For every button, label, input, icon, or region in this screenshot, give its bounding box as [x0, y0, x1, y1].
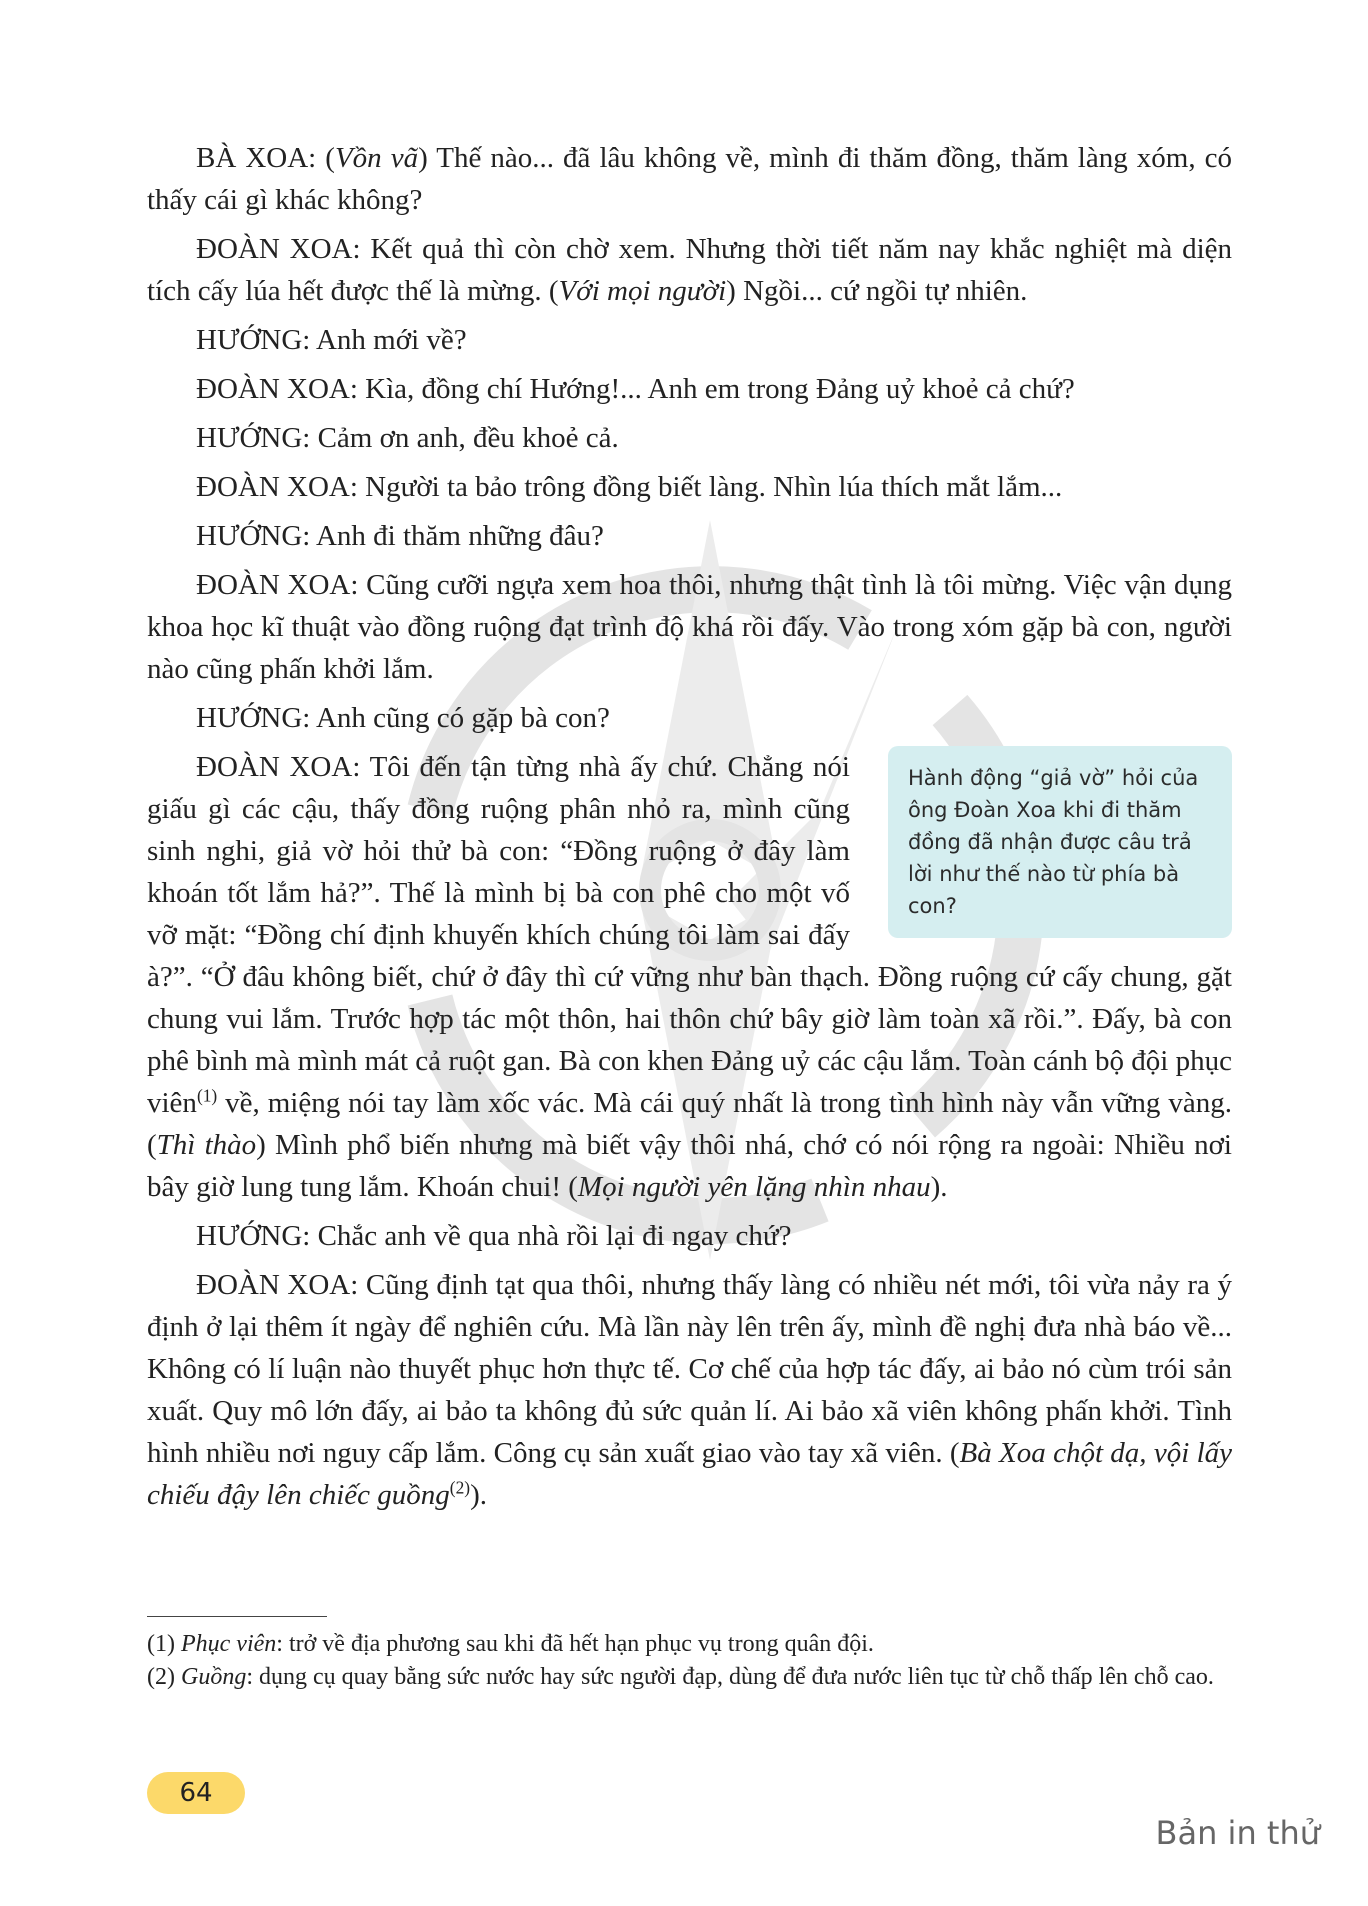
footnote-1 [147, 1628, 1232, 1661]
text-run: ). [930, 1171, 948, 1203]
text-run: : trở về địa phương sau khi đã hết hạn phục vụ trong quân đội. [276, 1631, 874, 1657]
text-run: HƯỚNG: Anh cũng có gặp bà con? [196, 702, 610, 734]
text-run: (2) [147, 1664, 181, 1690]
dialogue-paragraph-5 [147, 417, 1232, 459]
text-run: ) Ngồi... cứ ngồi tự nhiên. [726, 275, 1028, 307]
stage-direction: Bà Xoa chột dạ, vội lấy chiếu đậy lên chiếc guồng [147, 1437, 1232, 1511]
text-run: ĐOÀN XOA: Kìa, đồng chí Hướng!... Anh em trong Đảng uỷ khoẻ cả chứ? [196, 373, 1075, 405]
footnote-divider [147, 1616, 327, 1617]
text-run: ĐOÀN XOA: Cũng cưỡi ngựa xem hoa thôi, nhưng thật tình là tôi mừng. Việc vận dụng khoa học kĩ thuật vào đồng ruộng đạt trình độ khá rồi đấy. Vào trong xóm gặp bà con, người nào cũng phấn khởi lắm. [147, 569, 1232, 685]
stage-direction: Vồn vã [334, 142, 419, 174]
dialogue-paragraph-12 [147, 1264, 1232, 1516]
dialogue-paragraph-3 [147, 319, 1232, 361]
dialogue-paragraph-1 [147, 137, 1232, 221]
stage-direction: Với mọi người [558, 275, 727, 307]
stage-direction: Mọi người yên lặng nhìn nhau [577, 1171, 931, 1203]
text-run: ). [470, 1479, 487, 1511]
dialogue-paragraph-6 [147, 466, 1232, 508]
draft-label: Bản in thử [1155, 1814, 1320, 1852]
text-run: HƯỚNG: Anh đi thăm những đâu? [196, 520, 604, 552]
text-run: ĐOÀN XOA: Tôi đến tận từng nhà ấy chứ. Chẳng nói giấu gì các cậu, thấy đồng ruộng phân nhỏ ra, mình cũng sinh nghi, giả vờ hỏi thử bà con: “Đồng ruộng ở đây làm khoán tốt lắm hả?”. Thế là mình bị bà con phê cho một vố vỡ mặt: “Đồng chí định khuyến khích chúng tôi làm sai đấy à?”. “Ở đâu không biết, chứ ở đây thì cứ vững như bàn thạch. Đồng ruộng cứ cấy chung, gặt chung vui lắm. Trước hợp tác một thôn, hai thôn chứ bây giờ làm toàn xã rồi.”. Đấy, bà con phê bình mà mình mát cả ruột gan. Bà con khen Đảng uỷ các cậu lắm. Toàn cánh bộ đội phục viên [147, 751, 1232, 1119]
dialogue-paragraph-4 [147, 368, 1232, 410]
stage-direction: Thì thào [156, 1129, 257, 1161]
dialogue-paragraph-11 [147, 1215, 1232, 1257]
footnote-ref: (2) [449, 1477, 471, 1498]
text-run: (1) [147, 1631, 181, 1657]
text-run: ) Mình phổ biến nhưng mà biết vậy thôi nhá, chớ có nói rộng ra ngoài: Nhiều nơi bây giờ lung tung lắm. Khoán chui! ( [147, 1129, 1232, 1203]
text-run: về, miệng nói tay làm xốc vác. Mà cái quý nhất là trong tình hình này vẫn vững vàng. ( [147, 1087, 1232, 1161]
dialogue-paragraph-7 [147, 515, 1232, 557]
text-run: ĐOÀN XOA: Cũng định tạt qua thôi, nhưng thấy làng có nhiều nét mới, tôi vừa nảy ra ý định ở lại thêm ít ngày để nghiên cứu. Mà lần này lên trên ấy, mình đề nghị đưa nhà báo về... Không có lí luận nào thuyết phục hơn thực tế. Cơ chế của hợp tác đấy, ai bảo nó cùm trói sản xuất. Quy mô lớn đấy, ai bảo ta không đủ sức quản lí. Ai bảo xã viên không phấn khởi. Tình hình nhiều nơi nguy cấp lắm. Công cụ sản xuất giao vào tay xã viên. ( [147, 1269, 1232, 1469]
text-run: HƯỚNG: Anh mới về? [196, 324, 467, 356]
footnotes [147, 1628, 1232, 1694]
stage-direction: Guồng [180, 1664, 247, 1690]
text-run: ) Thế nào... đã lâu không về, mình đi thăm đồng, thăm làng xóm, có thấy cái gì khác không? [147, 142, 1232, 216]
text-run: ĐOÀN XOA: Kết quả thì còn chờ xem. Nhưng thời tiết năm nay khắc nghiệt mà diện tích cấy lúa hết được thế là mừng. ( [147, 233, 1232, 307]
text-run: HƯỚNG: Chắc anh về qua nhà rồi lại đi ngay chứ? [196, 1220, 792, 1252]
footnote-ref: (1) [196, 1085, 218, 1106]
footnote-2 [147, 1661, 1232, 1694]
dialogue-paragraph-2 [147, 228, 1232, 312]
dialogue-paragraph-8 [147, 564, 1232, 690]
dialogue-paragraph-9 [147, 697, 1232, 739]
text-run: : dụng cụ quay bằng sức nước hay sức người đạp, dùng để đưa nước liên tục từ chỗ thấp lên chỗ cao. [246, 1664, 1214, 1690]
text-run: HƯỚNG: Cảm ơn anh, đều khoẻ cả. [196, 422, 619, 454]
guiding-question-box: Hành động “giả vờ” hỏi của ông Đoàn Xoa khi đi thăm đồng đã nhận được câu trả lời như thế nào từ phía bà con? [888, 746, 1232, 938]
text-run: BÀ XOA: ( [196, 142, 335, 174]
dialogue-text [147, 137, 1232, 1523]
stage-direction: Phục viên [180, 1631, 277, 1657]
page-number: 64 [147, 1772, 245, 1814]
text-run: ĐOÀN XOA: Người ta bảo trông đồng biết làng. Nhìn lúa thích mắt lắm... [196, 471, 1063, 503]
